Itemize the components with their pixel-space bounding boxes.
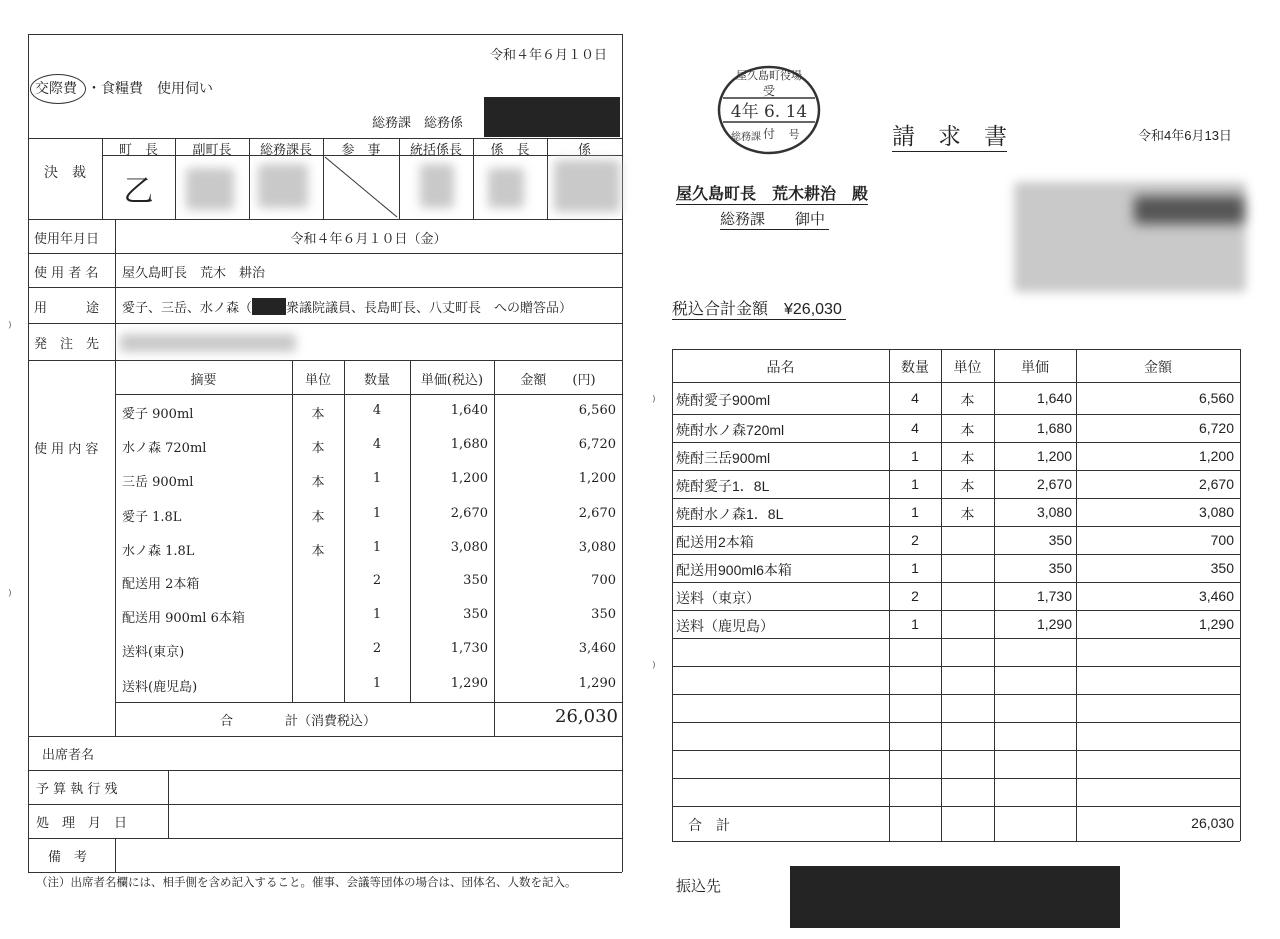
invoice xyxy=(648,0,1280,939)
stamp-slash xyxy=(323,155,399,219)
form-total-value: 26,030 xyxy=(555,706,618,727)
form-item-name: 水ノ森 720ml xyxy=(122,441,207,456)
form-item-qty: 2 xyxy=(372,573,382,588)
inv-item-amount: 6,560 xyxy=(1198,390,1234,406)
form-item-unit: 本 xyxy=(311,544,325,559)
inv-item-qty: 4 xyxy=(911,390,919,406)
form-item-amount: 6,560 xyxy=(578,403,616,418)
form-item-amount: 2,670 xyxy=(578,506,616,521)
form-item-price: 1,200 xyxy=(450,471,488,486)
form-item-unit: 本 xyxy=(311,475,325,490)
inv-item-unit: 本 xyxy=(960,478,975,494)
form-item-amount: 3,460 xyxy=(578,641,616,656)
form-item-amount: 1,200 xyxy=(578,471,616,486)
budget-label: 予 算 執 行 残 xyxy=(36,782,118,797)
binding-hole-mark: ⁾ xyxy=(8,318,12,336)
inv-item-amount: 3,460 xyxy=(1198,588,1234,604)
inv-item-unit: 本 xyxy=(960,422,975,438)
invoice-dept: 総務課 御中 xyxy=(720,208,829,230)
blurred-seal xyxy=(554,160,620,212)
col-qty: 数量 xyxy=(363,373,390,388)
inv-item-qty: 1 xyxy=(911,448,919,464)
redacted-name xyxy=(252,298,286,315)
form-item-qty: 4 xyxy=(372,403,382,418)
form-item-amount: 6,720 xyxy=(578,437,616,452)
inv-item-price: 1,730 xyxy=(1036,588,1072,604)
transfer-label: 振込先 xyxy=(676,878,722,895)
inv-item-amount: 2,670 xyxy=(1198,476,1234,492)
attendees-label: 出席者名 xyxy=(42,748,95,763)
form-item-price: 2,670 xyxy=(450,506,488,521)
inv-col-name: 品名 xyxy=(766,359,795,375)
form-item-name: 三岳 900ml xyxy=(122,475,194,490)
inv-item-name: 送料（東京） xyxy=(676,590,760,606)
inv-item-unit: 本 xyxy=(960,392,975,408)
processed-label: 処 理 月 日 xyxy=(36,816,128,831)
form-item-unit: 本 xyxy=(311,510,325,525)
blurred-seal xyxy=(258,164,308,208)
invoice-sum-label: 合 計 xyxy=(688,817,730,833)
inv-item-name: 焼酎三岳900ml xyxy=(676,450,771,466)
approver-councilor: 参 事 xyxy=(341,143,381,158)
form-item-amount: 350 xyxy=(591,607,616,622)
inv-item-name: 焼酎水ノ森720ml xyxy=(676,422,785,438)
form-date: 令和４年６月１０日 xyxy=(490,48,608,63)
form-item-name: 配送用 2本箱 xyxy=(122,577,200,592)
form-item-unit: 本 xyxy=(311,407,325,422)
inv-item-name: 焼酎水ノ森1．8L xyxy=(676,506,784,522)
inv-item-amount: 700 xyxy=(1210,532,1234,548)
stamp-top: 屋久島町役場 xyxy=(736,69,802,82)
binding-hole-mark: ⁾ xyxy=(652,658,656,676)
inv-item-amount: 1,200 xyxy=(1198,448,1234,464)
form-item-price: 1,680 xyxy=(450,437,488,452)
stamp-bottom: 付 xyxy=(762,127,776,141)
binding-hole-mark: ⁾ xyxy=(8,586,12,604)
user-value: 屋久島町長 荒木 耕治 xyxy=(122,266,266,281)
form-item-price: 1,640 xyxy=(450,403,488,418)
inv-item-price: 1,680 xyxy=(1036,420,1072,436)
approver-chief: 係 長 xyxy=(490,143,530,158)
stamp-middle: 受 xyxy=(762,84,776,98)
supplier-label: 発 注 先 xyxy=(34,337,100,352)
approver-mayor: 町 長 xyxy=(118,143,158,158)
inv-col-qty: 数量 xyxy=(901,359,929,375)
approver-staff: 係 xyxy=(577,143,591,158)
form-item-qty: 1 xyxy=(372,676,382,691)
form-type: ・食糧費 使用伺い xyxy=(87,81,213,97)
blurred-seal xyxy=(488,168,524,208)
inv-item-qty: 1 xyxy=(911,616,919,632)
inv-item-amount: 6,720 xyxy=(1198,420,1234,436)
inv-item-price: 1,290 xyxy=(1036,616,1072,632)
invoice-date: 令和4年6月13日 xyxy=(1138,128,1232,143)
form-item-price: 1,290 xyxy=(450,676,488,691)
approver-general-chief: 統括係長 xyxy=(409,143,462,158)
col-summary: 摘要 xyxy=(190,373,217,388)
form-item-name: 水ノ森 1.8L xyxy=(122,544,195,559)
inv-item-name: 焼酎愛子900ml xyxy=(676,392,771,408)
invoice-title: 請 求 書 xyxy=(892,118,1007,152)
remarks-label: 備 考 xyxy=(48,850,88,865)
inv-item-name: 送料（鹿児島） xyxy=(676,618,774,634)
stamp-date: 4年 6. 14 xyxy=(730,102,808,122)
inv-item-unit: 本 xyxy=(960,450,975,466)
approver-vice-mayor: 副町長 xyxy=(192,143,232,158)
form-item-name: 送料(東京) xyxy=(122,645,185,660)
form-item-price: 3,080 xyxy=(450,540,488,555)
form-item-qty: 1 xyxy=(372,607,382,622)
inv-item-price: 3,080 xyxy=(1036,504,1072,520)
binding-hole-mark: ⁾ xyxy=(652,392,656,410)
use-date-label: 使用年月日 xyxy=(34,232,100,247)
inv-item-name: 配送用900ml6本箱 xyxy=(676,562,792,578)
inv-item-price: 1,200 xyxy=(1036,448,1072,464)
col-unit: 単位 xyxy=(304,373,331,388)
inv-item-price: 350 xyxy=(1048,560,1072,576)
form-total-label: 合 計（消費税込） xyxy=(220,714,377,729)
form-item-qty: 1 xyxy=(372,506,382,521)
inv-item-amount: 3,080 xyxy=(1198,504,1234,520)
inv-item-qty: 1 xyxy=(911,476,919,492)
use-date-value: 令和４年６月１０日（金） xyxy=(290,232,447,247)
stamp-right: 号 xyxy=(788,128,800,141)
inv-item-amount: 1,290 xyxy=(1198,616,1234,632)
inv-item-price: 350 xyxy=(1048,532,1072,548)
inv-item-qty: 4 xyxy=(911,420,919,436)
form-item-name: 配送用 900ml 6本箱 xyxy=(122,611,245,626)
form-item-price: 350 xyxy=(463,573,488,588)
inv-col-price: 単価 xyxy=(1021,359,1049,375)
form-item-amount: 1,290 xyxy=(578,676,616,691)
blurred-issuer-seal xyxy=(1134,196,1244,224)
form-item-amount: 3,080 xyxy=(578,540,616,555)
form-type-circled: 交際費 xyxy=(35,81,77,97)
inv-item-name: 焼酎愛子1．8L xyxy=(676,478,770,494)
stamp-left: 総務課 xyxy=(731,132,761,143)
col-amount: 金額 (円) xyxy=(520,373,596,388)
form-item-qty: 1 xyxy=(372,540,382,555)
inv-item-qty: 2 xyxy=(911,588,919,604)
form-item-unit: 本 xyxy=(311,441,325,456)
user-label: 使 用 者 名 xyxy=(34,266,99,281)
inv-item-price: 1,640 xyxy=(1036,390,1072,406)
form-item-qty: 1 xyxy=(372,471,382,486)
redacted-block xyxy=(484,97,620,137)
form-item-name: 愛子 1.8L xyxy=(122,510,182,525)
inv-col-unit: 単位 xyxy=(953,359,982,375)
reception-stamp xyxy=(716,64,822,156)
form-item-qty: 2 xyxy=(372,641,382,656)
form-department: 総務課 総務係 xyxy=(372,116,464,131)
approver-section-chief: 総務課長 xyxy=(259,143,312,158)
form-item-name: 送料(鹿児島) xyxy=(122,680,198,695)
invoice-total: 税込合計金額 ¥26,030 xyxy=(672,296,846,320)
purpose-text-2: 衆議院議員、長島町長、八丈町長 への贈答品） xyxy=(286,301,573,316)
inv-col-amount: 金額 xyxy=(1144,359,1172,375)
purpose-text-1: 愛子、三岳、水ノ森（ xyxy=(122,301,253,316)
redacted-bank xyxy=(790,866,1120,928)
form-note: （注）出席者名欄には、相手側を含め記入すること。催事、会議等団体の場合は、団体名、人数を記入。 xyxy=(36,875,577,889)
inv-item-name: 配送用2本箱 xyxy=(676,534,754,550)
invoice-sum-value: 26,030 xyxy=(1191,815,1234,831)
form-item-price: 350 xyxy=(463,607,488,622)
mayor-seal: 乙 xyxy=(123,174,154,209)
inv-item-price: 2,670 xyxy=(1036,476,1072,492)
inv-item-unit: 本 xyxy=(960,506,975,522)
blurred-seal xyxy=(186,168,234,210)
purpose-value xyxy=(122,297,572,316)
form-item-name: 愛子 900ml xyxy=(122,407,194,422)
inv-item-qty: 2 xyxy=(911,532,919,548)
inv-item-qty: 1 xyxy=(911,504,919,520)
blurred-supplier xyxy=(120,334,296,352)
invoice-recipient: 屋久島町長 荒木耕治 殿 xyxy=(676,181,868,205)
approval-label: 決 裁 xyxy=(44,165,86,181)
inv-item-amount: 350 xyxy=(1210,560,1234,576)
form-item-qty: 4 xyxy=(372,437,382,452)
col-price: 単価(税込) xyxy=(420,373,484,388)
purpose-label: 用 途 xyxy=(34,301,100,316)
content-label: 使 用 内 容 xyxy=(34,442,99,457)
form-item-amount: 700 xyxy=(591,573,616,588)
form-item-price: 1,730 xyxy=(450,641,488,656)
inv-item-qty: 1 xyxy=(911,560,919,576)
blurred-seal xyxy=(420,164,454,208)
